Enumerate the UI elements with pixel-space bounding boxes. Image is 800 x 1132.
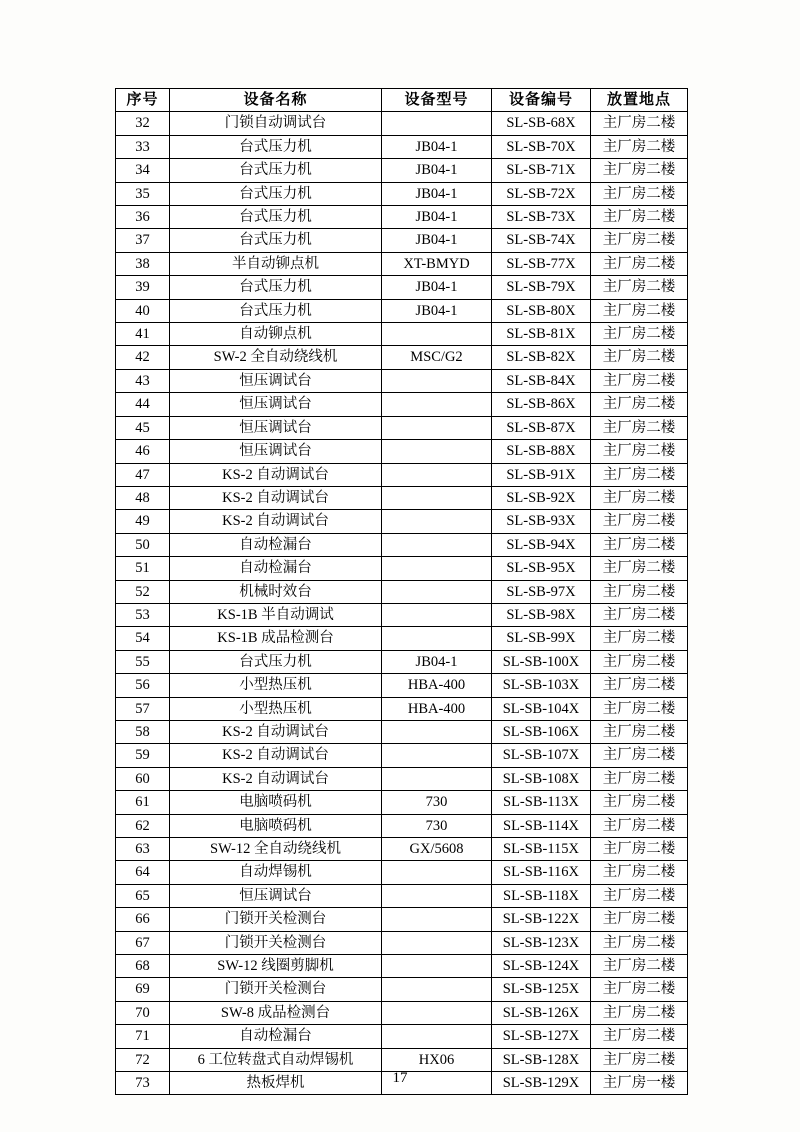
cell-code: SL-SB-98X — [492, 603, 591, 626]
cell-name: 台式压力机 — [170, 135, 382, 158]
cell-model — [382, 510, 492, 533]
cell-no: 36 — [116, 206, 170, 229]
table-row — [116, 112, 688, 135]
cell-code: SL-SB-68X — [492, 112, 591, 135]
cell-code: SL-SB-126X — [492, 1001, 591, 1024]
table-row — [116, 1001, 688, 1024]
cell-location: 主厂房二楼 — [591, 1025, 688, 1048]
cell-code: SL-SB-82X — [492, 346, 591, 369]
cell-model — [382, 884, 492, 907]
cell-name: KS-2 自动调试台 — [170, 720, 382, 743]
cell-code: SL-SB-104X — [492, 697, 591, 720]
cell-code: SL-SB-87X — [492, 416, 591, 439]
cell-location: 主厂房二楼 — [591, 838, 688, 861]
cell-name: 台式压力机 — [170, 182, 382, 205]
cell-name: 自动检漏台 — [170, 533, 382, 556]
cell-name: SW-12 线圈剪脚机 — [170, 955, 382, 978]
table-row — [116, 1048, 688, 1071]
cell-name: 机械时效台 — [170, 580, 382, 603]
column-header-no: 序号 — [116, 89, 170, 112]
cell-name: SW-8 成品检测台 — [170, 1001, 382, 1024]
table-row — [116, 744, 688, 767]
table-row — [116, 393, 688, 416]
cell-name: KS-2 自动调试台 — [170, 463, 382, 486]
cell-model — [382, 767, 492, 790]
cell-no: 63 — [116, 838, 170, 861]
cell-name: 半自动铆点机 — [170, 252, 382, 275]
cell-code: SL-SB-123X — [492, 931, 591, 954]
table-row — [116, 416, 688, 439]
cell-location: 主厂房二楼 — [591, 580, 688, 603]
cell-model: GX/5608 — [382, 838, 492, 861]
cell-no: 50 — [116, 533, 170, 556]
cell-name: 台式压力机 — [170, 276, 382, 299]
cell-code: SL-SB-99X — [492, 627, 591, 650]
cell-model — [382, 908, 492, 931]
cell-location: 主厂房二楼 — [591, 533, 688, 556]
table-row — [116, 533, 688, 556]
column-header-model: 设备型号 — [382, 89, 492, 112]
cell-no: 47 — [116, 463, 170, 486]
table-row — [116, 580, 688, 603]
table-row — [116, 486, 688, 509]
cell-name: 小型热压机 — [170, 674, 382, 697]
table-row — [116, 791, 688, 814]
cell-model: HBA-400 — [382, 697, 492, 720]
cell-model: MSC/G2 — [382, 346, 492, 369]
cell-name: KS-2 自动调试台 — [170, 767, 382, 790]
cell-name: 台式压力机 — [170, 159, 382, 182]
cell-code: SL-SB-100X — [492, 650, 591, 673]
cell-code: SL-SB-115X — [492, 838, 591, 861]
cell-name: 台式压力机 — [170, 206, 382, 229]
cell-no: 71 — [116, 1025, 170, 1048]
cell-code: SL-SB-74X — [492, 229, 591, 252]
cell-location: 主厂房二楼 — [591, 908, 688, 931]
cell-location: 主厂房二楼 — [591, 159, 688, 182]
cell-name: 门锁自动调试台 — [170, 112, 382, 135]
cell-model: JB04-1 — [382, 299, 492, 322]
cell-model — [382, 393, 492, 416]
cell-location: 主厂房二楼 — [591, 1001, 688, 1024]
column-header-code: 设备编号 — [492, 89, 591, 112]
cell-name: 台式压力机 — [170, 299, 382, 322]
cell-location: 主厂房二楼 — [591, 978, 688, 1001]
table-row — [116, 908, 688, 931]
cell-location: 主厂房二楼 — [591, 206, 688, 229]
cell-code: SL-SB-94X — [492, 533, 591, 556]
cell-location: 主厂房二楼 — [591, 510, 688, 533]
cell-location: 主厂房二楼 — [591, 299, 688, 322]
cell-name: 恒压调试台 — [170, 884, 382, 907]
cell-location: 主厂房二楼 — [591, 440, 688, 463]
cell-location: 主厂房一楼 — [591, 1072, 688, 1095]
table-header-row — [116, 89, 688, 112]
cell-location: 主厂房二楼 — [591, 955, 688, 978]
cell-no: 42 — [116, 346, 170, 369]
cell-model — [382, 486, 492, 509]
cell-model — [382, 744, 492, 767]
cell-location: 主厂房二楼 — [591, 744, 688, 767]
cell-name: 恒压调试台 — [170, 416, 382, 439]
cell-location: 主厂房二楼 — [591, 369, 688, 392]
cell-model: JB04-1 — [382, 650, 492, 673]
cell-no: 68 — [116, 955, 170, 978]
cell-code: SL-SB-70X — [492, 135, 591, 158]
cell-location: 主厂房二楼 — [591, 861, 688, 884]
cell-name: 小型热压机 — [170, 697, 382, 720]
table-row — [116, 323, 688, 346]
cell-model — [382, 627, 492, 650]
cell-code: SL-SB-107X — [492, 744, 591, 767]
table-row — [116, 838, 688, 861]
cell-name: SW-12 全自动绕线机 — [170, 838, 382, 861]
cell-name: KS-2 自动调试台 — [170, 744, 382, 767]
cell-code: SL-SB-92X — [492, 486, 591, 509]
cell-code: SL-SB-106X — [492, 720, 591, 743]
cell-no: 34 — [116, 159, 170, 182]
table-row — [116, 650, 688, 673]
table-row — [116, 159, 688, 182]
cell-no: 64 — [116, 861, 170, 884]
cell-code: SL-SB-122X — [492, 908, 591, 931]
cell-no: 56 — [116, 674, 170, 697]
cell-model: JB04-1 — [382, 206, 492, 229]
table-row — [116, 603, 688, 626]
cell-model — [382, 557, 492, 580]
table-row — [116, 814, 688, 837]
cell-code: SL-SB-88X — [492, 440, 591, 463]
cell-name: KS-2 自动调试台 — [170, 510, 382, 533]
cell-code: SL-SB-86X — [492, 393, 591, 416]
cell-name: 恒压调试台 — [170, 369, 382, 392]
cell-no: 51 — [116, 557, 170, 580]
cell-model: JB04-1 — [382, 135, 492, 158]
cell-code: SL-SB-124X — [492, 955, 591, 978]
table-row — [116, 346, 688, 369]
cell-no: 32 — [116, 112, 170, 135]
cell-location: 主厂房二楼 — [591, 416, 688, 439]
table-row — [116, 229, 688, 252]
cell-location: 主厂房二楼 — [591, 1048, 688, 1071]
cell-location: 主厂房二楼 — [591, 791, 688, 814]
cell-no: 44 — [116, 393, 170, 416]
cell-location: 主厂房二楼 — [591, 229, 688, 252]
table-row — [116, 369, 688, 392]
cell-model — [382, 112, 492, 135]
cell-model: JB04-1 — [382, 159, 492, 182]
cell-no: 58 — [116, 720, 170, 743]
cell-no: 72 — [116, 1048, 170, 1071]
cell-model — [382, 323, 492, 346]
column-header-location: 放置地点 — [591, 89, 688, 112]
cell-model — [382, 955, 492, 978]
cell-model: JB04-1 — [382, 182, 492, 205]
cell-no: 48 — [116, 486, 170, 509]
table-row — [116, 276, 688, 299]
table-body — [116, 112, 688, 1095]
cell-code: SL-SB-125X — [492, 978, 591, 1001]
cell-no: 62 — [116, 814, 170, 837]
table-row — [116, 510, 688, 533]
cell-no: 35 — [116, 182, 170, 205]
table-header — [116, 89, 688, 112]
cell-model — [382, 603, 492, 626]
cell-no: 41 — [116, 323, 170, 346]
cell-model: XT-BMYD — [382, 252, 492, 275]
cell-code: SL-SB-80X — [492, 299, 591, 322]
cell-code: SL-SB-81X — [492, 323, 591, 346]
cell-model — [382, 861, 492, 884]
table-row — [116, 674, 688, 697]
cell-no: 33 — [116, 135, 170, 158]
cell-no: 46 — [116, 440, 170, 463]
cell-location: 主厂房二楼 — [591, 931, 688, 954]
cell-model: JB04-1 — [382, 276, 492, 299]
cell-no: 55 — [116, 650, 170, 673]
cell-no: 70 — [116, 1001, 170, 1024]
cell-code: SL-SB-95X — [492, 557, 591, 580]
cell-model — [382, 463, 492, 486]
cell-model: 730 — [382, 791, 492, 814]
equipment-table-container — [115, 88, 687, 1095]
cell-name: 6 工位转盘式自动焊锡机 — [170, 1048, 382, 1071]
cell-model — [382, 1025, 492, 1048]
cell-code: SL-SB-127X — [492, 1025, 591, 1048]
table-row — [116, 557, 688, 580]
cell-location: 主厂房二楼 — [591, 486, 688, 509]
cell-model: HX06 — [382, 1048, 492, 1071]
cell-code: SL-SB-116X — [492, 861, 591, 884]
cell-model: HBA-400 — [382, 674, 492, 697]
cell-name: SW-2 全自动绕线机 — [170, 346, 382, 369]
cell-code: SL-SB-108X — [492, 767, 591, 790]
cell-no: 69 — [116, 978, 170, 1001]
cell-model — [382, 580, 492, 603]
cell-name: 自动铆点机 — [170, 323, 382, 346]
cell-location: 主厂房二楼 — [591, 135, 688, 158]
cell-model — [382, 533, 492, 556]
cell-location: 主厂房二楼 — [591, 346, 688, 369]
cell-location: 主厂房二楼 — [591, 697, 688, 720]
cell-no: 61 — [116, 791, 170, 814]
cell-no: 66 — [116, 908, 170, 931]
cell-code: SL-SB-79X — [492, 276, 591, 299]
cell-name: 自动焊锡机 — [170, 861, 382, 884]
cell-location: 主厂房二楼 — [591, 252, 688, 275]
cell-no: 54 — [116, 627, 170, 650]
table-row — [116, 767, 688, 790]
cell-no: 57 — [116, 697, 170, 720]
cell-name: KS-2 自动调试台 — [170, 486, 382, 509]
table-row — [116, 299, 688, 322]
cell-no: 60 — [116, 767, 170, 790]
cell-location: 主厂房二楼 — [591, 323, 688, 346]
column-header-name: 设备名称 — [170, 89, 382, 112]
cell-no: 52 — [116, 580, 170, 603]
cell-location: 主厂房二楼 — [591, 603, 688, 626]
cell-no: 39 — [116, 276, 170, 299]
table-row — [116, 931, 688, 954]
cell-no: 49 — [116, 510, 170, 533]
cell-model — [382, 931, 492, 954]
cell-name: 热板焊机 — [170, 1072, 382, 1095]
cell-model — [382, 369, 492, 392]
cell-location: 主厂房二楼 — [591, 650, 688, 673]
cell-name: 门锁开关检测台 — [170, 931, 382, 954]
cell-no: 73 — [116, 1072, 170, 1095]
cell-code: SL-SB-97X — [492, 580, 591, 603]
table-row — [116, 627, 688, 650]
cell-no: 43 — [116, 369, 170, 392]
cell-model — [382, 978, 492, 1001]
cell-name: KS-1B 成品检测台 — [170, 627, 382, 650]
cell-code: SL-SB-91X — [492, 463, 591, 486]
table-row — [116, 463, 688, 486]
cell-location: 主厂房二楼 — [591, 463, 688, 486]
cell-code: SL-SB-84X — [492, 369, 591, 392]
cell-name: 门锁开关检测台 — [170, 978, 382, 1001]
table-row — [116, 440, 688, 463]
cell-location: 主厂房二楼 — [591, 182, 688, 205]
cell-code: SL-SB-103X — [492, 674, 591, 697]
cell-name: 自动检漏台 — [170, 557, 382, 580]
cell-model — [382, 720, 492, 743]
cell-no: 53 — [116, 603, 170, 626]
cell-model — [382, 1001, 492, 1024]
cell-location: 主厂房二楼 — [591, 393, 688, 416]
cell-location: 主厂房二楼 — [591, 884, 688, 907]
cell-no: 37 — [116, 229, 170, 252]
page-number: 17 — [392, 1070, 408, 1086]
cell-code: SL-SB-118X — [492, 884, 591, 907]
cell-location: 主厂房二楼 — [591, 112, 688, 135]
cell-location: 主厂房二楼 — [591, 627, 688, 650]
cell-no: 67 — [116, 931, 170, 954]
cell-code: SL-SB-114X — [492, 814, 591, 837]
table-row — [116, 1025, 688, 1048]
cell-code: SL-SB-129X — [492, 1072, 591, 1095]
cell-location: 主厂房二楼 — [591, 674, 688, 697]
cell-no: 38 — [116, 252, 170, 275]
cell-model: JB04-1 — [382, 229, 492, 252]
cell-name: 台式压力机 — [170, 650, 382, 673]
cell-model — [382, 416, 492, 439]
table-row — [116, 861, 688, 884]
cell-code: SL-SB-77X — [492, 252, 591, 275]
table-row — [116, 978, 688, 1001]
cell-name: 门锁开关检测台 — [170, 908, 382, 931]
table-row — [116, 884, 688, 907]
cell-name: 台式压力机 — [170, 229, 382, 252]
cell-name: 自动检漏台 — [170, 1025, 382, 1048]
cell-no: 45 — [116, 416, 170, 439]
cell-code: SL-SB-128X — [492, 1048, 591, 1071]
cell-model — [382, 440, 492, 463]
cell-no: 59 — [116, 744, 170, 767]
table-row — [116, 135, 688, 158]
table-row — [116, 252, 688, 275]
cell-name: 恒压调试台 — [170, 440, 382, 463]
cell-name: 电脑喷码机 — [170, 791, 382, 814]
cell-location: 主厂房二楼 — [591, 814, 688, 837]
cell-model: 730 — [382, 814, 492, 837]
cell-no: 65 — [116, 884, 170, 907]
cell-code: SL-SB-72X — [492, 182, 591, 205]
cell-code: SL-SB-93X — [492, 510, 591, 533]
cell-name: KS-1B 半自动调试 — [170, 603, 382, 626]
table-row — [116, 955, 688, 978]
cell-location: 主厂房二楼 — [591, 767, 688, 790]
cell-code: SL-SB-71X — [492, 159, 591, 182]
cell-location: 主厂房二楼 — [591, 276, 688, 299]
cell-code: SL-SB-113X — [492, 791, 591, 814]
cell-name: 电脑喷码机 — [170, 814, 382, 837]
cell-code: SL-SB-73X — [492, 206, 591, 229]
table-row — [116, 182, 688, 205]
cell-location: 主厂房二楼 — [591, 720, 688, 743]
equipment-table — [115, 88, 688, 1095]
table-row — [116, 720, 688, 743]
table-row — [116, 697, 688, 720]
table-row — [116, 206, 688, 229]
cell-no: 40 — [116, 299, 170, 322]
cell-name: 恒压调试台 — [170, 393, 382, 416]
cell-location: 主厂房二楼 — [591, 557, 688, 580]
